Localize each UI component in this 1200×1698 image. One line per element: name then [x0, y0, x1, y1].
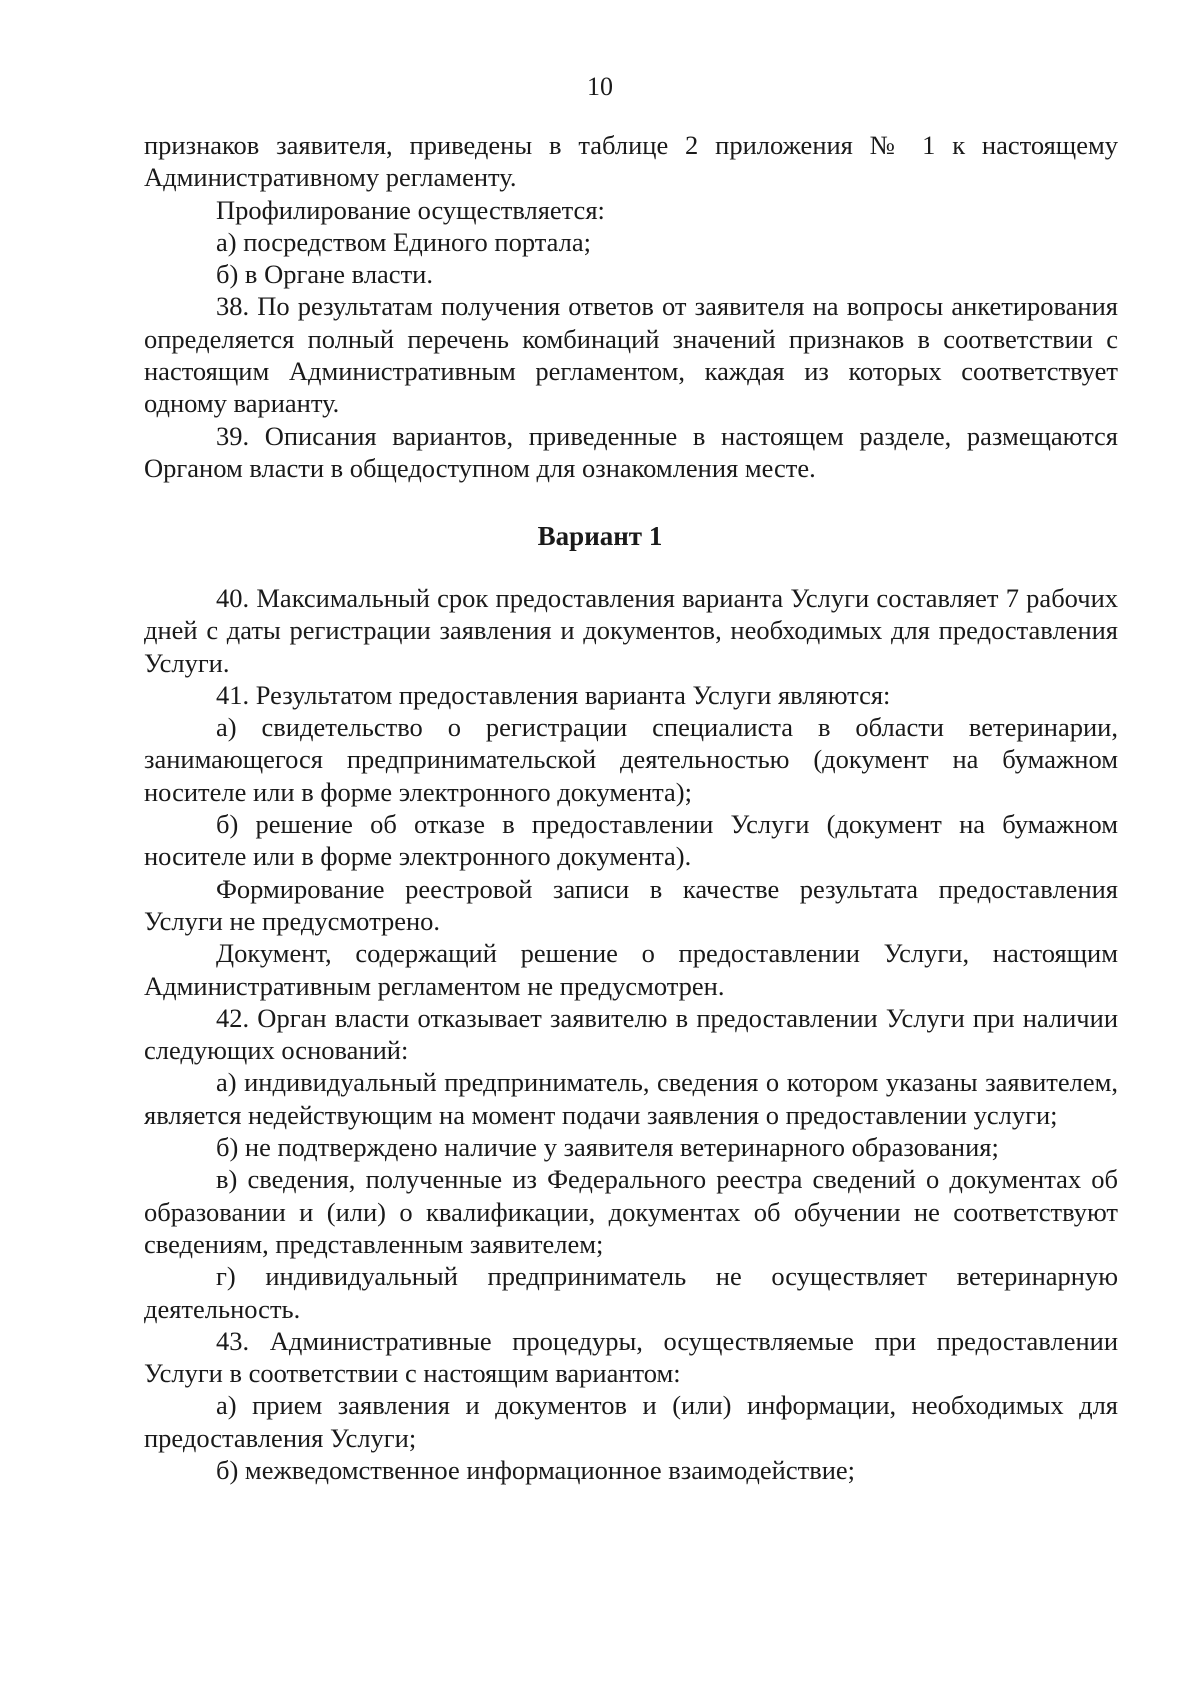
paragraph: 39. Описания вариантов, приведенные в настоящем разделе, размещаются Органом власти в общедоступном для ознакомления месте. — [144, 420, 1118, 483]
paragraph: 40. Максимальный срок предоставления варианта Услуги составляет 7 рабочих дней с даты регистрации заявления и документов, необходимых для предоставления Услуги. — [144, 583, 1118, 678]
paragraph: Документ, содержащий решение о предоставлении Услуги, настоящим Административным регламентом не предусмотрен. — [144, 938, 1118, 1001]
paragraph: б) не подтверждено наличие у заявителя ветеринарного образования; — [216, 1132, 999, 1163]
paragraph: а) посредством Единого портала; — [216, 226, 591, 257]
paragraph: а) прием заявления и документов и (или) информации, необходимых для предоставления Услуги; — [144, 1390, 1118, 1453]
paragraph: признаков заявителя, приведены в таблице 2 приложения № 1 к настоящему Административному регламенту. — [144, 130, 1118, 193]
paragraph: в) сведения, полученные из Федерального реестра сведений о документах об образовании и (или) о квалификации, документах об обучении не соответствуют сведениям, представленным заявителем; — [144, 1164, 1118, 1259]
paragraph: б) в Органе власти. — [216, 259, 433, 290]
paragraph: а) индивидуальный предприниматель, сведения о котором указаны заявителем, является недействующим на момент подачи заявления о предоставлении услуги; — [144, 1067, 1118, 1130]
paragraph: Профилирование осуществляется: — [216, 194, 605, 225]
paragraph: 41. Результатом предоставления варианта Услуги являются: — [216, 679, 891, 710]
paragraph: 42. Орган власти отказывает заявителю в предоставлении Услуги при наличии следующих оснований: — [144, 1002, 1118, 1066]
text-section-intro — [144, 129, 1118, 484]
paragraph: г) индивидуальный предприниматель не осуществляет ветеринарную деятельность. — [144, 1261, 1118, 1324]
paragraph: б) межведомственное информационное взаимодействие; — [216, 1455, 856, 1486]
text-section-variant-1 — [144, 582, 1118, 1486]
paragraph: а) свидетельство о регистрации специалиста в области ветеринарии, занимающегося предпринимательской деятельностью (документ на бумажном носителе или в форме электронного документа); — [144, 712, 1118, 807]
page-number: 10 — [587, 72, 613, 101]
paragraph: Формирование реестровой записи в качестве результата предоставления Услуги не предусмотрено. — [144, 873, 1118, 936]
paragraph: 43. Административные процедуры, осуществляемые при предоставлении Услуги в соответствии с настоящим вариантом: — [144, 1325, 1118, 1389]
paragraph: б) решение об отказе в предоставлении Услуги (документ на бумажном носителе или в форме электронного документа). — [144, 809, 1118, 872]
section-heading: Вариант 1 — [537, 521, 663, 551]
paragraph: 38. По результатам получения ответов от заявителя на вопросы анкетирования определяется полный перечень комбинаций значений признаков в соответствии с настоящим Административным регламентом, каждая из которых соответствует одному варианту. — [144, 291, 1118, 419]
